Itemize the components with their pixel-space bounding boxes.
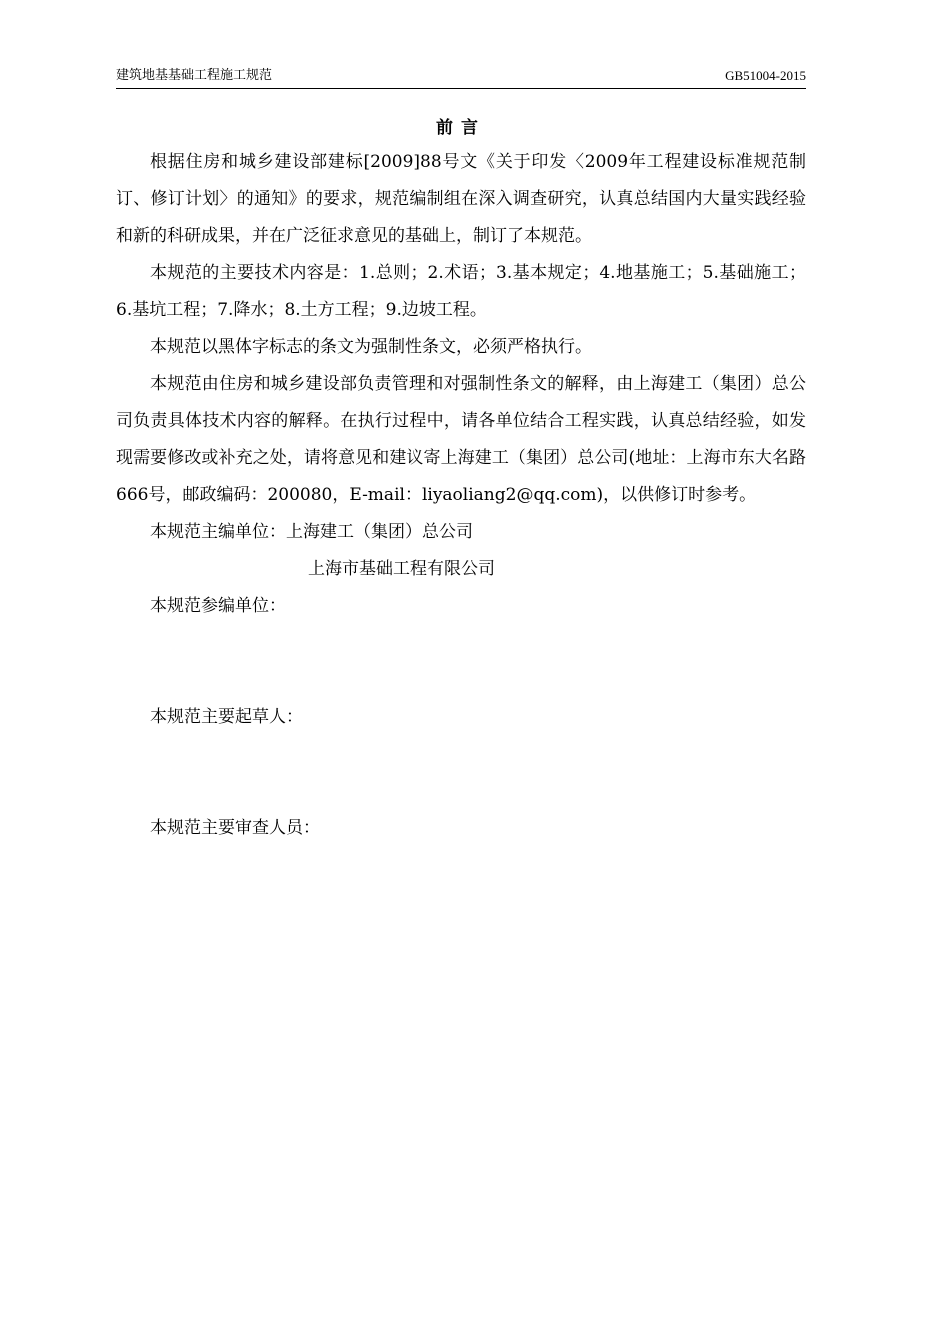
chief-editor-unit-second: 上海市基础工程有限公司 [308, 559, 495, 579]
header-document-title: 建筑地基基础工程施工规范 [116, 68, 273, 83]
paragraph-background: 根据住房和城乡建设部建标[2009]88号文《关于印发〈2009年工程建设标准规范制订、修订计划〉的通知》的要求，规范编制组在深入调查研究，认真总结国内大量实践经验和新的科研成果，并在广泛征求意见的基础上，制订了本规范。 [116, 152, 806, 246]
participating-units: 本规范参编单位： [150, 596, 286, 616]
page-title: 前言 [436, 118, 486, 138]
main-drafters: 本规范主要起草人： [150, 707, 303, 727]
chief-editor-units: 本规范主编单位：上海建工（集团）总公司 [150, 522, 473, 542]
document-body [116, 144, 806, 847]
paragraph-mandatory-clauses: 本规范以黑体字标志的条文为强制性条文，必须严格执行。 [150, 337, 592, 357]
paragraph-main-contents: 本规范的主要技术内容是：1.总则；2.术语；3.基本规定；4.地基施工；5.基础施工；6.基坑工程；7.降水；8.土方工程；9.边坡工程。 [116, 263, 806, 320]
paragraph-administration: 本规范由住房和城乡建设部负责管理和对强制性条文的解释，由上海建工（集团）总公司负责具体技术内容的解释。在执行过程中，请各单位结合工程实践，认真总结经验，如发现需要修改或补充之处，请将意见和建议寄上海建工（集团）总公司(地址：上海市东大名路666号，邮政编码：200080，E-mail：liyaoliang2@qq.com)，以供修订时参考。 [116, 374, 806, 505]
page-header [116, 64, 806, 89]
main-reviewers: 本规范主要审查人员： [150, 818, 320, 838]
header-standard-code: GB51004-2015 [725, 68, 806, 83]
